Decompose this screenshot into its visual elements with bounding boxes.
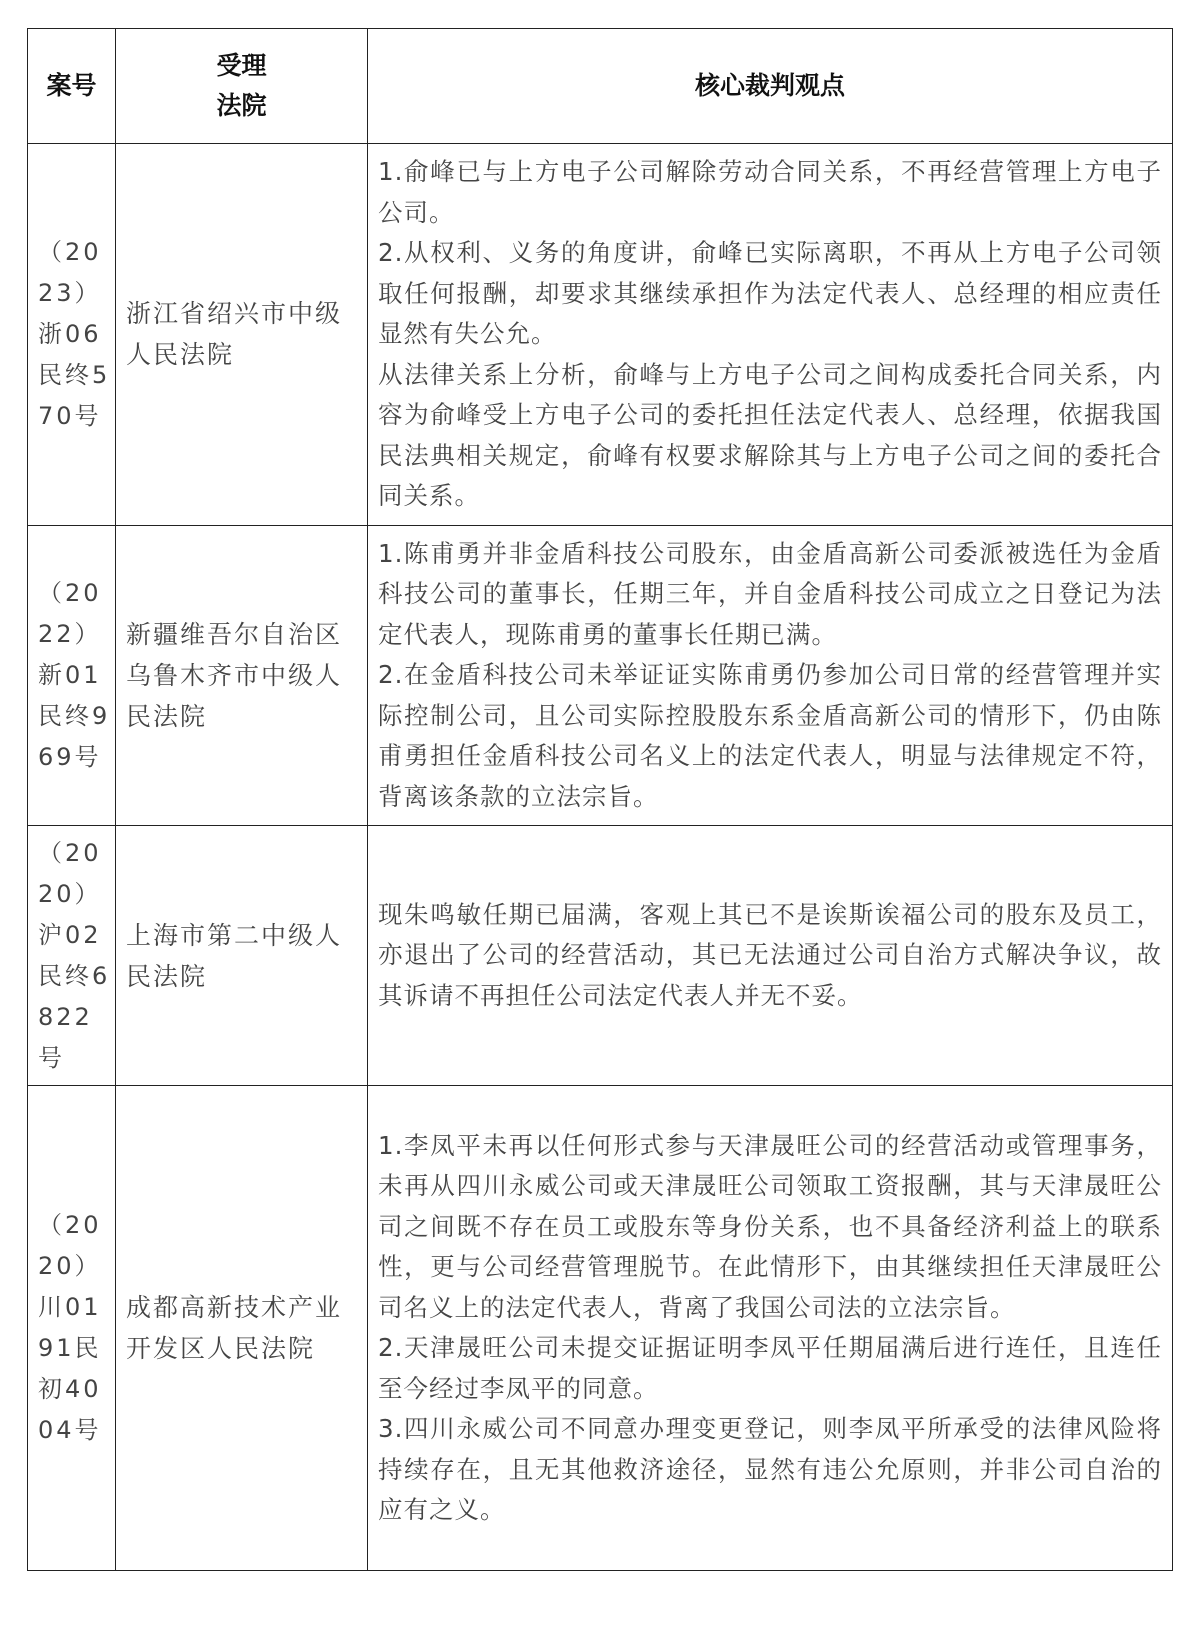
view-paragraph: 3.四川永威公司不同意办理变更登记，则李凤平所承受的法律风险将持续存在，且无其他救济途径，显然有违公允原则，并非公司自治的应有之义。 [378, 1414, 1162, 1524]
judgment-table [27, 28, 1173, 1571]
case-number-cell: （2023）浙06民终570号 [28, 144, 116, 526]
view-paragraph: 2.从权利、义务的角度讲，俞峰已实际离职，不再从上方电子公司领取任何报酬，却要求其继续承担作为法定代表人、总经理的相应责任显然有失公允。 [378, 238, 1162, 348]
court-cell: 上海市第二中级人民法院 [116, 826, 368, 1086]
view-cell [368, 826, 1173, 1086]
view-paragraph: 2.天津晟旺公司未提交证据证明李凤平任期届满后进行连任，且连任至今经过李凤平的同意。 [378, 1333, 1162, 1403]
view-paragraph: 现朱鸣敏任期已届满，客观上其已不是诶斯诶福公司的股东及员工，亦退出了公司的经营活动，其已无法通过公司自治方式解决争议，故其诉请不再担任公司法定代表人并无不妥。 [378, 899, 1162, 1010]
case-number-cell: （2020）沪02民终6822号 [28, 826, 116, 1086]
court-cell: 浙江省绍兴市中级人民法院 [116, 144, 368, 526]
view-cell [368, 144, 1173, 526]
header-court-label: 受理 法院 [216, 51, 267, 120]
view-paragraph: 1.李凤平未再以任何形式参与天津晟旺公司的经营活动或管理事务，未再从四川永威公司或天津晟旺公司领取工资报酬，其与天津晟旺公司之间既不存在员工或股东等身份关系，也不具备经济利益上的联系性，更与公司经营管理脱节。在此情形下，由其继续担任天津晟旺公司名义上的法定代表人，背离了我国公司法的立法宗旨。 [378, 1130, 1162, 1322]
table-header-row [28, 29, 1173, 144]
view-cell [368, 525, 1173, 826]
table-row [28, 1086, 1173, 1571]
view-cell [368, 1086, 1173, 1571]
case-number-cell: （2020）川0191民初4004号 [28, 1086, 116, 1571]
table-row [28, 144, 1173, 526]
header-core-view: 核心裁判观点 [368, 29, 1173, 144]
court-cell: 新疆维吾尔自治区乌鲁木齐市中级人民法院 [116, 525, 368, 826]
header-case-number: 案号 [28, 29, 116, 144]
header-court [116, 29, 368, 144]
court-cell: 成都高新技术产业开发区人民法院 [116, 1086, 368, 1571]
table-row [28, 826, 1173, 1086]
view-paragraph: 1.陈甫勇并非金盾科技公司股东，由金盾高新公司委派被选任为金盾科技公司的董事长，任期三年，并自金盾科技公司成立之日登记为法定代表人，现陈甫勇的董事长任期已满。 [378, 538, 1162, 649]
view-paragraph: 2.在金盾科技公司未举证证实陈甫勇仍参加公司日常的经营管理并实际控制公司，且公司实际控股股东系金盾高新公司的情形下，仍由陈甫勇担任金盾科技公司名义上的法定代表人，明显与法律规定不符，背离该条款的立法宗旨。 [378, 660, 1162, 811]
table-row [28, 525, 1173, 826]
view-paragraph: 从法律关系上分析，俞峰与上方电子公司之间构成委托合同关系，内容为俞峰受上方电子公司的委托担任法定代表人、总经理，依据我国民法典相关规定，俞峰有权要求解除其与上方电子公司之间的委托合同关系。 [378, 359, 1162, 510]
case-number-cell: （2022）新01民终969号 [28, 525, 116, 826]
view-paragraph: 1.俞峰已与上方电子公司解除劳动合同关系，不再经营管理上方电子公司。 [378, 157, 1162, 227]
